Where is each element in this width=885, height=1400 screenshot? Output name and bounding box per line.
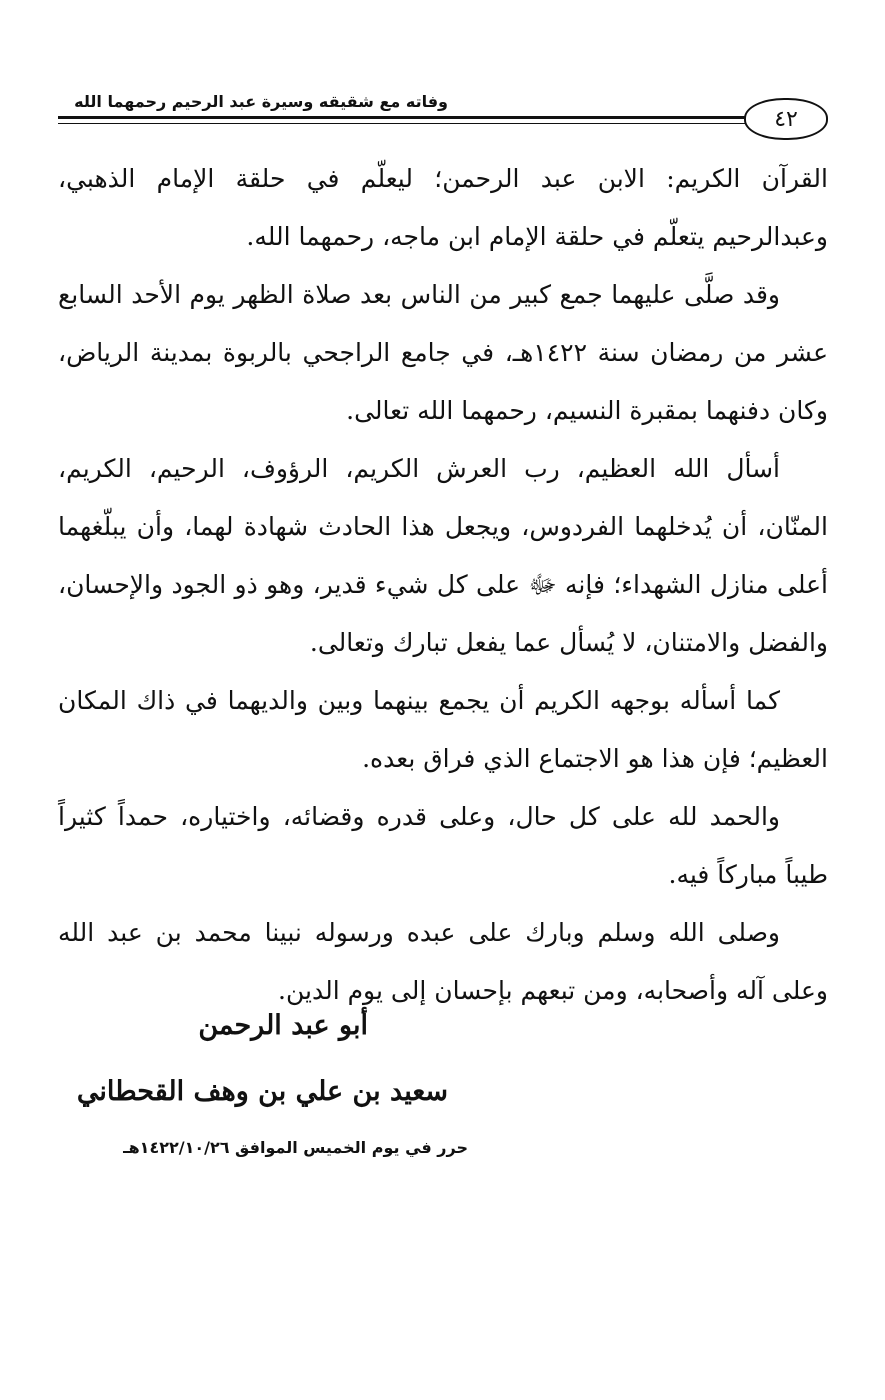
signature-date: حرر في يوم الخميس الموافق ١٤٢٢/١٠/٢٦هـ xyxy=(123,1138,468,1157)
running-header xyxy=(58,90,828,140)
paragraph-2: وقد صلَّى عليهما جمع كبير من الناس بعد صلاة الظهر يوم الأحد السابع عشر من رمضان سنة ١٤٢٢هـ، في جامع الراجحي بالربوة بمدينة الرياض، وكان دفنهما بمقبرة النسيم، رحمهما الله تعالى. xyxy=(58,280,828,425)
paragraph-6: وصلى الله وسلم وبارك على عبده ورسوله نبينا محمد بن عبد الله وعلى آله وأصحابه، ومن تبعهم بإحسان إلى يوم الدين. xyxy=(58,918,828,1005)
paragraph-3: أسأل الله العظيم، رب العرش الكريم، الرؤوف، الرحيم، الكريم، المنّان، أن يُدخلهما الفردوس، ويجعل هذا الحادث شهادة لهما، وأن يبلّغهما أعلى منازل الشهداء؛ فإنه ﷻ على كل شيء قدير، وهو ذو الجود والإحسان، والفضل والامتنان، لا يُسأل عما يفعل تبارك وتعالى. xyxy=(58,454,828,657)
signature-name: أبو عبد الرحمن xyxy=(198,1010,368,1041)
paragraph-4: كما أسأله بوجهه الكريم أن يجمع بينهما وبين والديهما في ذاك المكان العظيم؛ فإن هذا هو الاجتماع الذي فراق بعده. xyxy=(58,686,828,773)
body-text xyxy=(58,150,828,1020)
paragraph-1: القرآن الكريم: الابن عبد الرحمن؛ ليعلّم في حلقة الإمام الذهبي، وعبدالرحيم يتعلّم في حلقة الإمام ابن ماجه، رحمهما الله. xyxy=(58,164,828,251)
header-title: وفاته مع شقيقه وسيرة عبد الرحيم رحمهما الله xyxy=(74,92,448,111)
header-rule-thin xyxy=(58,123,750,124)
paragraph-5: والحمد لله على كل حال، وعلى قدره وقضائه، واختياره، حمداً كثيراً طيباً مباركاً فيه. xyxy=(58,802,828,889)
signature-full-name: سعيد بن علي بن وهف القحطاني xyxy=(76,1076,448,1107)
header-rule xyxy=(58,116,750,119)
page-number: ٤٢ xyxy=(744,98,828,140)
